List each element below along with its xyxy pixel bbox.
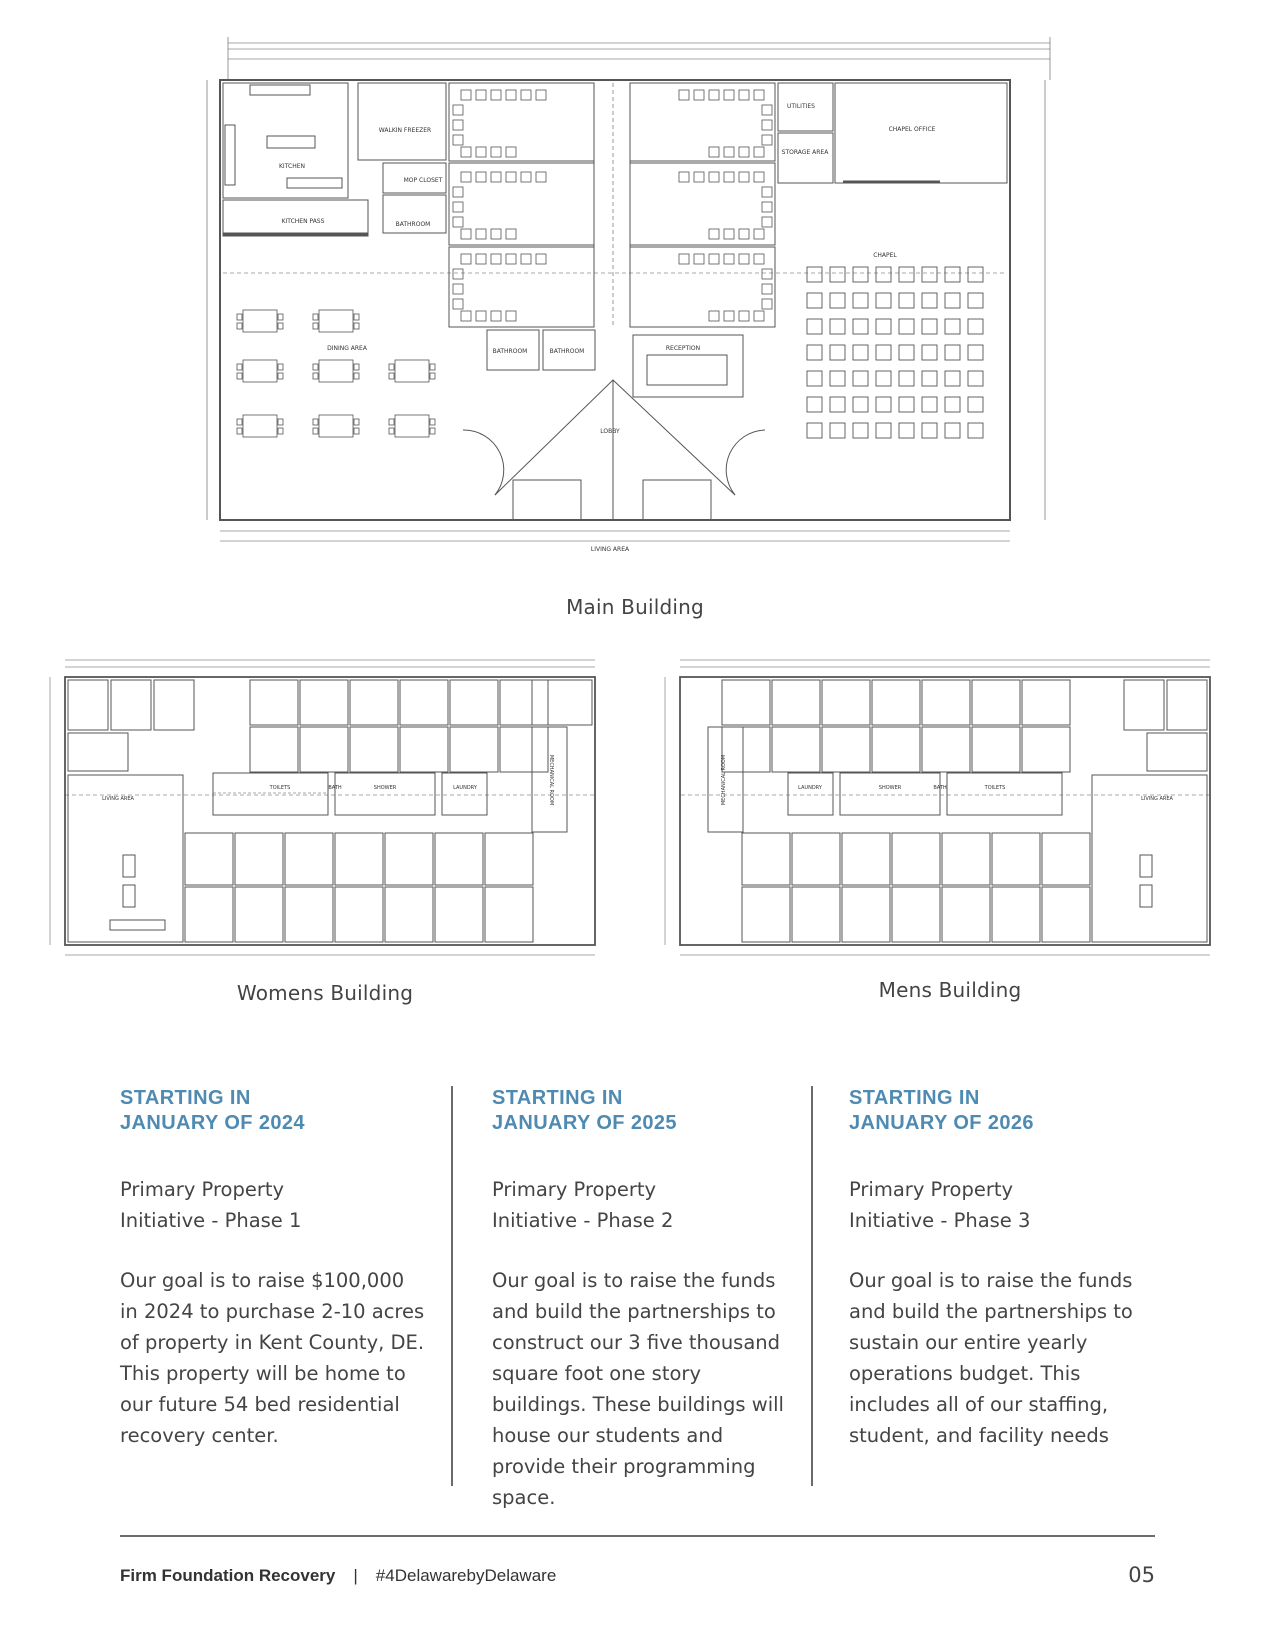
chapel-seat: [968, 345, 983, 360]
label-kitchen-pass: KITCHEN PASS: [281, 218, 325, 225]
chapel-seat: [945, 345, 960, 360]
phase-3-column: [849, 1086, 1169, 1451]
chapel-seat: [899, 319, 914, 334]
phase-3-heading-line1: STARTING IN: [849, 1087, 980, 1109]
page-number: 05: [1128, 1563, 1155, 1587]
phase-2-sub-line2: Initiative - Phase 2: [492, 1209, 674, 1232]
womens-label-toilets: TOILETS: [269, 785, 291, 791]
label-storage-area: STORAGE AREA: [781, 149, 829, 156]
phase-2-subtitle: [492, 1174, 812, 1236]
womens-label-bath: BATH: [328, 785, 342, 791]
chapel-seat: [830, 319, 845, 334]
chapel-seat: [807, 293, 822, 308]
caption-main-building: Main Building: [566, 595, 704, 619]
chapel-seat: [899, 423, 914, 438]
chapel-seat: [830, 267, 845, 282]
chapel-seat: [899, 371, 914, 386]
chapel-seat: [922, 371, 937, 386]
chapel-seat: [945, 371, 960, 386]
chapel-seat: [899, 293, 914, 308]
chapel-seat: [922, 345, 937, 360]
chapel-seat: [830, 345, 845, 360]
chapel-seat: [876, 423, 891, 438]
phase-1-subtitle: [120, 1174, 440, 1236]
chapel-seat: [876, 319, 891, 334]
chapel-seat: [945, 423, 960, 438]
chapel-seat: [853, 319, 868, 334]
phase-1-heading-line2: JANUARY OF 2024: [120, 1112, 305, 1134]
chapel-seat: [922, 293, 937, 308]
chapel-seat: [968, 267, 983, 282]
label-reception: RECEPTION: [665, 345, 701, 352]
mens-label-laundry: LAUNDRY: [798, 785, 822, 791]
chapel-seat: [807, 345, 822, 360]
womens-label-shower: SHOWER: [373, 785, 397, 791]
mens-label-living: LIVING AREA: [1141, 796, 1173, 802]
label-lobby: LOBBY: [600, 428, 620, 435]
footer-divider: [120, 1535, 1155, 1537]
label-kitchen: KITCHEN: [279, 163, 305, 170]
chapel-seat: [807, 371, 822, 386]
phase-3-subtitle: [849, 1174, 1169, 1236]
chapel-seat: [807, 319, 822, 334]
footer-brand: Firm Foundation Recovery: [120, 1566, 336, 1585]
chapel-seat: [876, 397, 891, 412]
label-utilities: UTILITIES: [787, 103, 815, 110]
chapel-seat: [807, 267, 822, 282]
column-divider-2: [811, 1086, 813, 1486]
mens-label-shower: SHOWER: [878, 785, 902, 791]
chapel-seat: [830, 423, 845, 438]
label-bathroom-left: BATHROOM: [492, 348, 528, 355]
phase-2-heading-line1: STARTING IN: [492, 1087, 623, 1109]
mens-label-bath: BATH: [933, 785, 947, 791]
womens-label-living: LIVING AREA: [102, 796, 134, 802]
chapel-seat: [853, 371, 868, 386]
phase-2-heading-line2: JANUARY OF 2025: [492, 1112, 677, 1134]
chapel-seat: [830, 293, 845, 308]
phase-3-sub-line1: Primary Property: [849, 1178, 1014, 1201]
chapel-seat: [945, 319, 960, 334]
chapel-seat: [968, 293, 983, 308]
mens-label-mechanical: MECHANICAL ROOM: [721, 754, 727, 806]
chapel-seat: [922, 267, 937, 282]
phase-2-body: Our goal is to raise the funds and build the partnerships to construct our 3 five thousand square foot one story buildings. These buildings will house our students and provide their programming space.: [492, 1269, 784, 1509]
caption-womens-building: Womens Building: [236, 981, 414, 1005]
chapel-seat: [853, 293, 868, 308]
phase-1-heading-line1: STARTING IN: [120, 1087, 251, 1109]
main-building-floor-plan: [195, 35, 1085, 595]
chapel-seat: [830, 371, 845, 386]
womens-label-laundry: LAUNDRY: [453, 785, 477, 791]
chapel-seat: [876, 371, 891, 386]
chapel-seat: [853, 267, 868, 282]
chapel-seat: [899, 345, 914, 360]
chapel-seat: [899, 397, 914, 412]
footer-separator: |: [353, 1566, 358, 1585]
label-living-area: LIVING AREA: [590, 546, 630, 553]
chapel-seat: [853, 345, 868, 360]
chapel-seat: [876, 345, 891, 360]
chapel-seat: [922, 397, 937, 412]
phase-3-body: Our goal is to raise the funds and build the partnerships to sustain our entire yearly operations budget. This includes all of our staffing, student, and facility needs: [849, 1269, 1133, 1447]
womens-label-mechanical: MECHANICAL ROOM: [548, 754, 554, 806]
phase-2-sub-line1: Primary Property: [492, 1178, 657, 1201]
label-dining-area: DINING AREA: [327, 345, 367, 352]
chapel-seat: [945, 267, 960, 282]
label-chapel-office: CHAPEL OFFICE: [888, 126, 936, 133]
label-bathroom-kitchen: BATHROOM: [395, 221, 431, 228]
chapel-seat: [876, 267, 891, 282]
womens-building-floor-plan: [35, 655, 625, 975]
phase-1-heading: [120, 1086, 440, 1136]
label-mop-closet: MOP CLOSET: [403, 177, 443, 184]
phase-3-heading: [849, 1086, 1169, 1136]
phase-3-heading-line2: JANUARY OF 2026: [849, 1112, 1034, 1134]
chapel-seat: [968, 371, 983, 386]
phase-3-sub-line2: Initiative - Phase 3: [849, 1209, 1031, 1232]
chapel-seat: [807, 397, 822, 412]
label-walkin-freezer: WALKIN FREEZER: [378, 127, 432, 134]
chapel-seat: [876, 293, 891, 308]
chapel-seat: [807, 423, 822, 438]
mens-label-toilets: TOILETS: [984, 785, 1006, 791]
phase-1-column: [120, 1086, 440, 1451]
phase-1-sub-line1: Primary Property: [120, 1178, 285, 1201]
chapel-seat: [968, 319, 983, 334]
chapel-seat: [945, 397, 960, 412]
footer-hashtag: #4DelawarebyDelaware: [375, 1566, 557, 1585]
footer: [120, 1566, 556, 1586]
label-bathroom-right: BATHROOM: [549, 348, 585, 355]
column-divider-1: [451, 1086, 453, 1486]
phase-1-sub-line2: Initiative - Phase 1: [120, 1209, 302, 1232]
chapel-seat: [968, 423, 983, 438]
chapel-seat: [899, 267, 914, 282]
phase-2-column: [492, 1086, 812, 1513]
chapel-seat: [853, 397, 868, 412]
phase-2-heading: [492, 1086, 812, 1136]
chapel-seat: [922, 319, 937, 334]
chapel-seat: [945, 293, 960, 308]
caption-mens-building: Mens Building: [878, 978, 1022, 1002]
chapel-seat: [853, 423, 868, 438]
label-chapel: CHAPEL: [873, 252, 897, 259]
chapel-seat: [968, 397, 983, 412]
mens-building-floor-plan: [650, 655, 1240, 975]
chapel-seat: [922, 423, 937, 438]
chapel-seat: [830, 397, 845, 412]
phase-1-body: Our goal is to raise $100,000 in 2024 to purchase 2-10 acres of property in Kent County, DE. This property will be home to our future 54 bed residential recovery center.: [120, 1269, 425, 1447]
